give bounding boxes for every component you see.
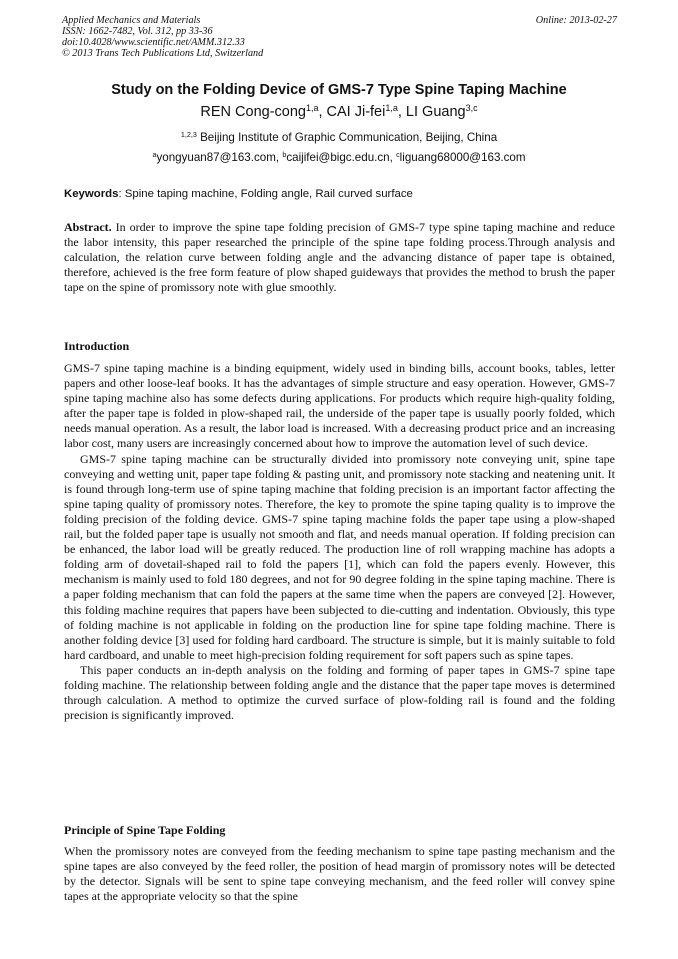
author-affil-sup: 1,a — [385, 103, 398, 114]
author-name: LI Guang — [405, 104, 466, 120]
email-separator: , — [275, 151, 283, 164]
author-separator: , — [397, 104, 406, 120]
author-name: REN Cong-cong — [200, 104, 306, 120]
journal-name: Applied Mechanics and Materials — [62, 15, 201, 26]
paragraph: When the promissory notes are conveyed from the feeding mechanism to spine tape pasting mechanism and the spine tapes are also conveyed by the feed roller, the position of head margin of promissory notes will be detected by the detector. Signals will be sent to spine tape conveying mechanism, and the feed roller will convey spine tapes at the appropriate velocity so that the spine — [64, 844, 615, 904]
paper-title: Study on the Folding Device of GMS-7 Type Spine Taping Machine — [111, 82, 567, 98]
email-sup: b — [282, 150, 287, 160]
email-sup: a — [152, 150, 157, 160]
introduction-body — [64, 361, 615, 723]
paragraph: GMS-7 spine taping machine is a binding equipment, widely used in binding bills, account books, tables, letter papers and other loose-leaf books. It has the advantages of simple structure and easy operation. However, GMS-7 spine taping machine also has some defects during applications. For products which require high-quality folding, after the paper tape is folded in plow-shaped rail, the underside of the paper tape is usually poorly folded, which needs manual operation. As a result, the labor load is increased. With a decreasing product price and an increasing labor cost, many users are increasingly concerned about how to improve the automation level of such device. — [64, 361, 615, 451]
doi: doi:10.4028/www.scientific.net/AMM.312.33 — [62, 37, 245, 48]
author-affil-sup: 3,c — [465, 103, 478, 114]
author-list — [40, 103, 638, 121]
author-name: CAI Ji-fei — [326, 104, 386, 120]
online-date: Online: 2013-02-27 — [535, 15, 617, 26]
email-sup: c — [396, 150, 400, 160]
section-heading-introduction: Introduction — [64, 339, 130, 353]
keywords — [64, 187, 616, 202]
principle-body — [64, 844, 615, 904]
affiliation — [40, 130, 638, 146]
email-separator: , — [389, 151, 397, 164]
keywords-text: : Spine taping machine, Folding angle, Rail curved surface — [118, 188, 413, 200]
abstract-text: In order to improve the spine tape folding precision of GMS-7 type spine taping machine and reduce the labor intensity, this paper researched the principle of the spine tape folding process.Through analysis and calculation, the relation curve between folding angle and the advancing distance of paper tape is obtained, therefore, achieved is the free form feature of plow shaped guideways that provides the method to brush the paper tape on the spine of promissory note with glue smoothly. — [64, 220, 615, 295]
issn: ISSN: 1662-7482, Vol. 312, pp 33-36 — [62, 26, 213, 37]
author-affil-sup: 1,a — [305, 103, 319, 114]
abstract-label: Abstract. — [64, 220, 112, 234]
email-link[interactable]: yongyuan87@163.com — [156, 151, 276, 164]
email-link[interactable]: liguang68000@163.com — [399, 151, 526, 164]
paragraph: GMS-7 spine taping machine can be structurally divided into promissory note conveying unit, spine tape conveying and wetting unit, paper tape folding & pasting unit, and promissory note stacking and neatening unit. It is found through long-term use of spine taping machine that folding precision is an important factor affecting the spine taping quality of promissory notes. Therefore, the key to promote the spine taping quality is to improve the folding precision of the folding device. GMS-7 spine taping machine folds the paper tape using a plow-shaped rail, but the folded paper tape is usually not smooth and flat, and needs manual operation. If folding precision can be enhanced, the labor load will be greatly reduced. The production line of roll wrapping machine has adopts a folding arm of dovetail-shaped rail to fold the papers [1], which can fold the papers evenly. However, this mechanism is mainly used to fold 180 degrees, and not for 90 degree folding in the spine taping machine. There is a paper folding mechanism that can fold the papers at the same time when the papers are conveyed [2]. However, this folding machine requires that papers have been subjected to die-cutting and indentation. Obviously, this type of folding machine is not applicable in folding on the production line for spine tape folding machine. There is another folding device [3] used for folding hard cardboard. The structure is simple, but it is mainly suitable to fold hard cardboard, and unable to meet high-precision folding requirement for soft papers such as spine tapes. — [64, 451, 615, 662]
email-list — [40, 150, 638, 166]
affiliation-sup: 1,2,3 — [180, 130, 197, 140]
paragraph: This paper conducts an in-depth analysis on the folding and forming of paper tapes in GMS-7 spine tape folding machine. The relationship between folding angle and the distance that the paper tape moves is determined through calculation. A method to optimize the curved surface of plow-folding rail is found and the folding precision is significantly improved. — [64, 662, 615, 723]
author-separator: , — [318, 104, 327, 120]
section-heading-principle: Principle of Spine Tape Folding — [64, 823, 226, 837]
abstract — [64, 220, 615, 295]
email-link[interactable]: caijifei@bigc.edu.cn — [286, 151, 390, 164]
keywords-label: Keywords — [64, 188, 119, 200]
journal-header — [62, 15, 617, 59]
affiliation-text: Beijing Institute of Graphic Communication, Beijing, China — [196, 131, 498, 144]
copyright: © 2013 Trans Tech Publications Ltd, Switzerland — [62, 48, 264, 59]
